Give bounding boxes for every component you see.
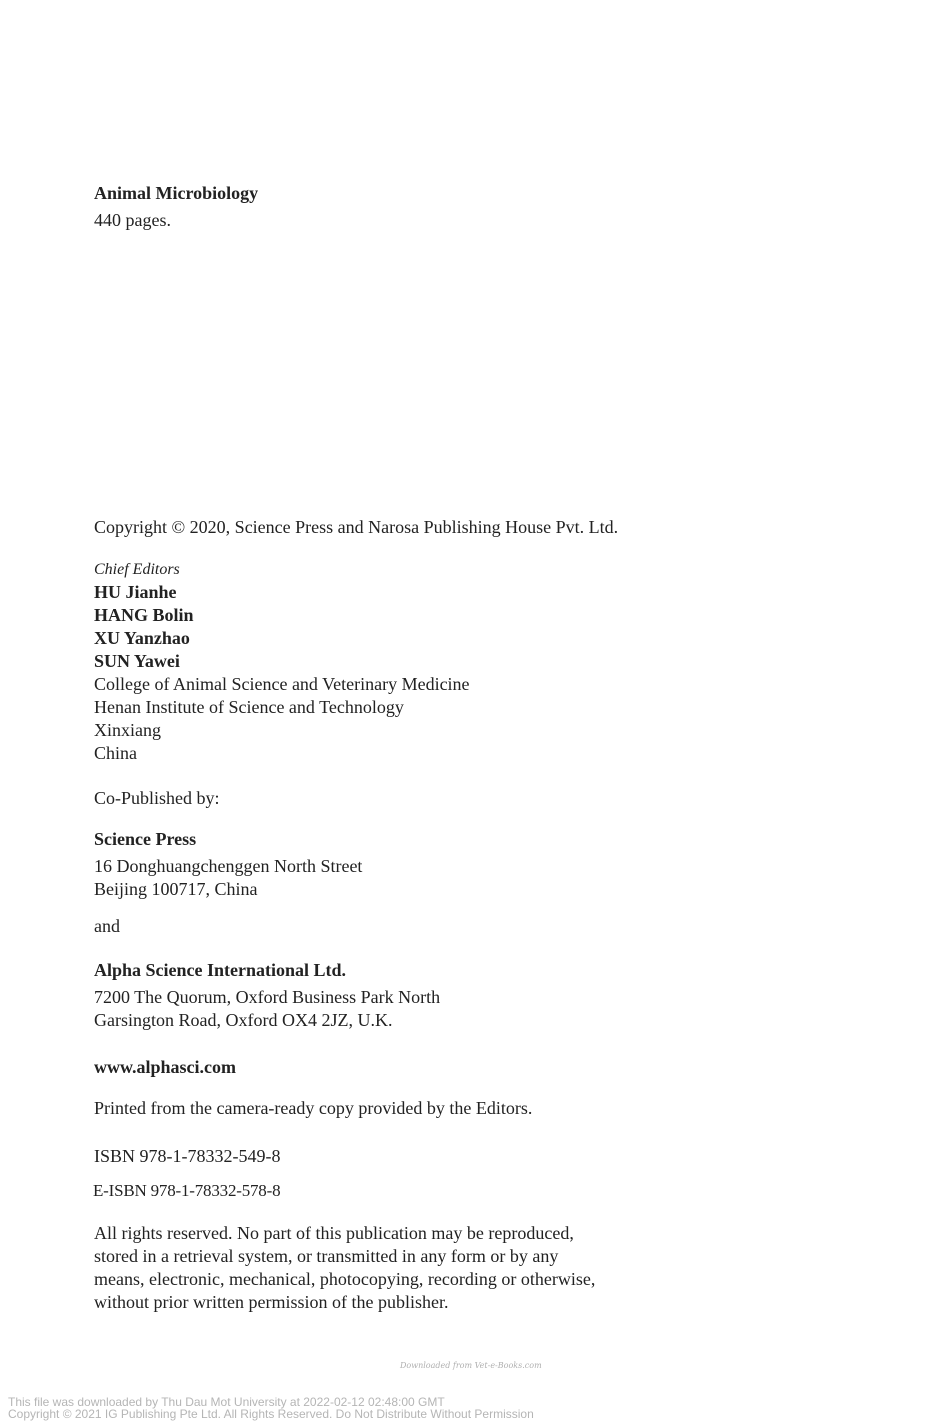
editor-name: SUN Yawei xyxy=(94,651,180,671)
affiliation-line: Henan Institute of Science and Technology xyxy=(94,697,404,717)
editor-name: XU Yanzhao xyxy=(94,628,190,648)
editors-heading: Chief Editors xyxy=(94,561,180,578)
rights-line: stored in a retrieval system, or transmitted in any form or by any xyxy=(94,1246,559,1266)
publisher-name: Alpha Science International Ltd. xyxy=(94,960,347,980)
editors-block xyxy=(94,558,470,765)
footer-download-line: This file was downloaded by Thu Dau Mot University at 2022-02-12 02:48:00 GMT xyxy=(8,1395,445,1409)
editor-name: HANG Bolin xyxy=(94,605,194,625)
title-block xyxy=(94,182,258,232)
publisher-alpha-science xyxy=(94,959,440,1032)
editor-name: HU Jianhe xyxy=(94,582,177,602)
address-line: 16 Donghuangchenggen North Street xyxy=(94,856,363,876)
affiliation-line: Xinxiang xyxy=(94,720,161,740)
isbn: ISBN 978-1-78332-549-8 xyxy=(94,1146,281,1166)
publisher-name: Science Press xyxy=(94,829,197,849)
book-title: Animal Microbiology xyxy=(94,183,259,203)
affiliation-line: China xyxy=(94,743,137,763)
download-stamp: Downloaded from Vet-e-Books.com xyxy=(400,1361,542,1370)
rights-line: without prior written permission of the publisher. xyxy=(94,1292,449,1312)
eisbn: E-ISBN 978-1-78332-578-8 xyxy=(93,1181,281,1200)
printed-note: Printed from the camera-ready copy provided by the Editors. xyxy=(94,1098,533,1118)
rights-line: means, electronic, mechanical, photocopying, recording or otherwise, xyxy=(94,1269,596,1289)
rights-line: All rights reserved. No part of this publication may be reproduced, xyxy=(94,1223,574,1243)
page-count: 440 pages. xyxy=(94,210,171,230)
copyright-line: Copyright © 2020, Science Press and Narosa Publishing House Pvt. Ltd. xyxy=(94,517,619,537)
address-line: 7200 The Quorum, Oxford Business Park North xyxy=(94,987,441,1007)
rights-statement xyxy=(94,1222,595,1314)
affiliation-line: College of Animal Science and Veterinary Medicine xyxy=(94,674,470,694)
publisher-science-press xyxy=(94,828,362,901)
address-line: Garsington Road, Oxford OX4 2JZ, U.K. xyxy=(94,1010,393,1030)
website-link[interactable]: www.alphasci.com xyxy=(94,1057,237,1077)
footer-copyright-line: Copyright © 2021 IG Publishing Pte Ltd. All Rights Reserved. Do Not Distribute Without Permission xyxy=(8,1407,534,1421)
copublished-label: Co-Published by: xyxy=(94,788,220,808)
and-label: and xyxy=(94,916,120,936)
address-line: Beijing 100717, China xyxy=(94,879,258,899)
